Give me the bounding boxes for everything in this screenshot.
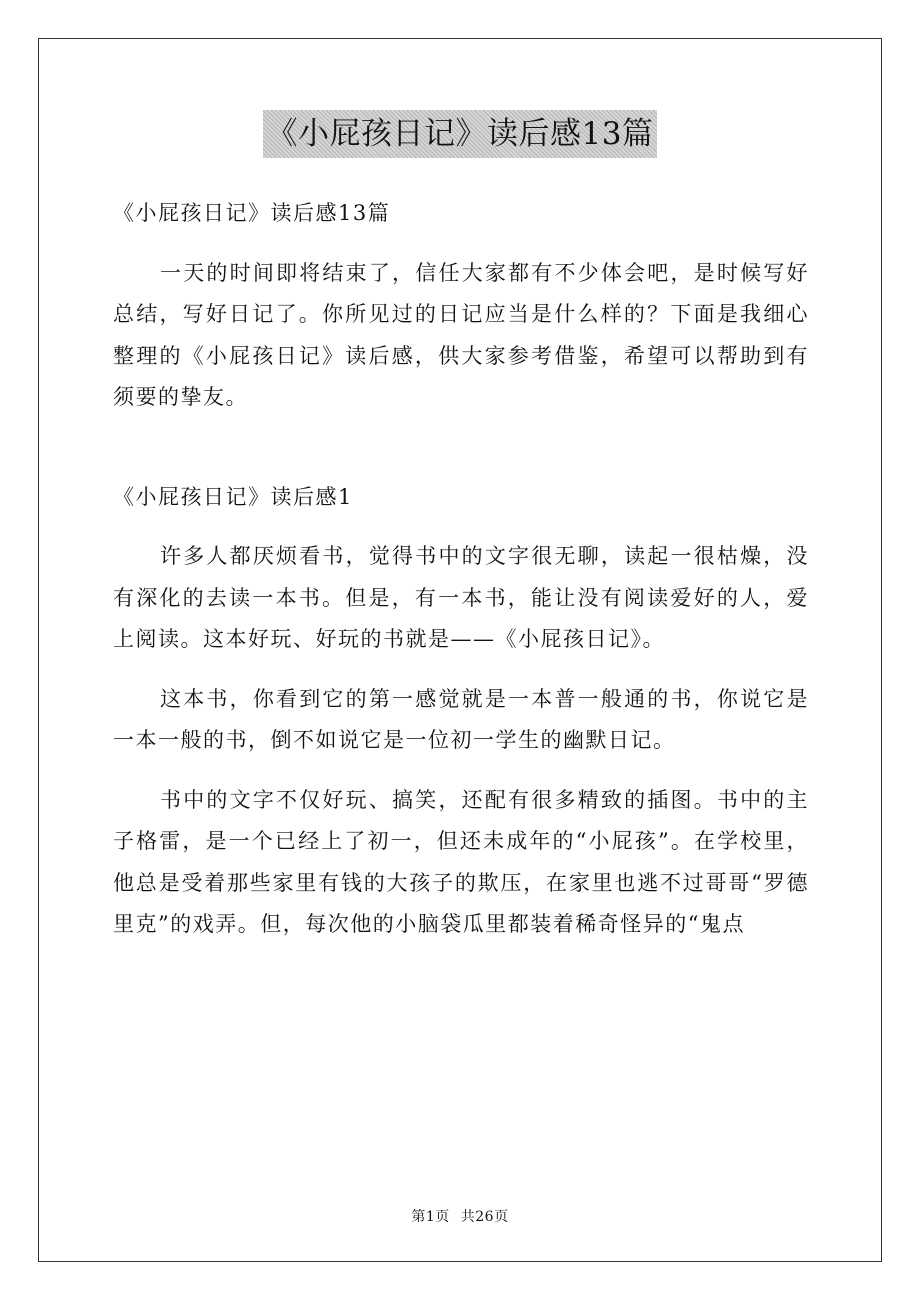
body-paragraph: 书中的文字不仅好玩、搞笑，还配有很多精致的插图。书中的主子格雷，是一个已经上了初一，但还未成年的“小屁孩”。在学校里，他总是受着那些家里有钱的大孩子的欺压，在家里也逃不过哥哥“罗德里克”的戏弄。但，每次他的小脑袋瓜里都装着稀奇怪异的“鬼点 [113, 787, 809, 936]
document-title: 《小屁孩日记》读后感13篇 [263, 110, 658, 158]
document-subtitle: 《小屁孩日记》读后感13篇 [113, 201, 391, 225]
page-total: 共26页 [460, 1209, 509, 1225]
section-heading: 《小屁孩日记》读后感1 [113, 484, 353, 509]
body-paragraph: 这本书，你看到它的第一感觉就是一本普一般通的书，你说它是一本一般的书，倒不如说它是一位初一学生的幽默日记。 [113, 686, 809, 752]
page-number: 第1页 [411, 1209, 450, 1225]
body-paragraph: 许多人都厌烦看书，觉得书中的文字很无聊，读起一很枯燥，没有深化的去读一本书。但是，有一本书，能让没有阅读爱好的人，爱上阅读。这本好玩、好玩的书就是——《小屁孩日记》。 [113, 544, 809, 651]
title-container [0, 110, 920, 158]
intro-paragraph: 一天的时间即将结束了，信任大家都有不少体会吧，是时候写好总结，写好日记了。你所见过的日记应当是什么样的？下面是我细心整理的《小屁孩日记》读后感，供大家参考借鉴，希望可以帮助到有须要的挚友。 [113, 260, 809, 409]
page-footer [0, 1206, 920, 1226]
document-body [113, 193, 809, 964]
